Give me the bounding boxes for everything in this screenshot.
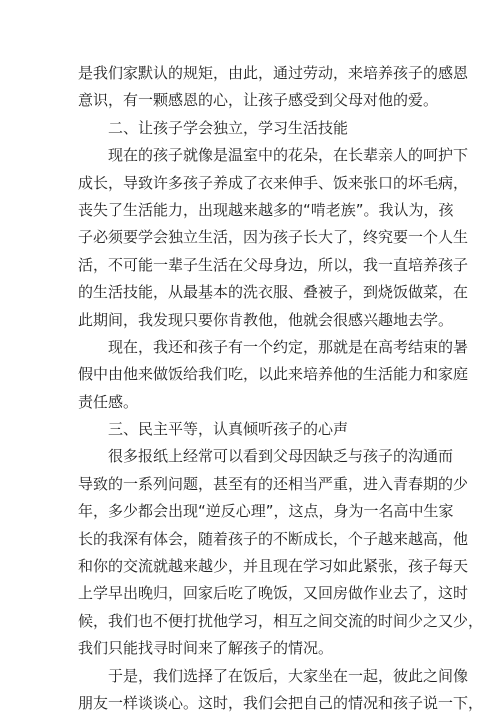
text-line: 候，我们也不便打扰他学习，相互之间交流的时间少之又少，: [78, 611, 484, 630]
text-line: 成长，导致许多孩子养成了衣来伸手、饭来张口的坏毛病，: [78, 173, 469, 192]
text-line: 朋友一样谈谈心。这时，我们会把自己的情况和孩子说一下，: [78, 693, 484, 712]
text-line: 三、民主平等，认真倾听孩子的心声: [78, 420, 349, 439]
text-line: 二、让孩子学会独立，学习生活技能: [78, 118, 349, 137]
text-line: 丧失了生活能力，出现越来越多的“啃老族”。我认为，孩: [78, 200, 454, 219]
text-line: 很多报纸上经常可以看到父母因缺乏与孩子的沟通而: [78, 447, 454, 466]
text-line: 意识，有一颗感恩的心，让孩子感受到父母对他的爱。: [78, 91, 439, 110]
text-line: 的生活技能，从最基本的洗衣服、叠被子，到烧饭做菜，在: [78, 283, 469, 302]
text-line: 活，不可能一辈子生活在父母身边，所以，我一直培养孩子: [78, 255, 469, 274]
text-line: 假中由他来做饭给我们吃，以此来培养他的生活能力和家庭: [78, 365, 469, 384]
text-line: 现在，我还和孩子有一个约定，那就是在高考结束的暑: [78, 337, 469, 356]
text-line: 责任感。: [78, 392, 139, 411]
text-line: 导致的一系列问题，甚至有的还相当严重，进入青春期的少: [78, 474, 469, 493]
text-line: 年，多少都会出现“逆反心理”，这点，身为一名高中生家: [78, 502, 454, 521]
text-line: 长的我深有体会，随着孩子的不断成长，个子越来越高，他: [78, 529, 469, 548]
text-line: 上学早出晚归，回家后吃了晚饭，又回房做作业去了，这时: [78, 584, 469, 603]
text-line: 和你的交流就越来越少，并且现在学习如此紧张，孩子每天: [78, 557, 469, 576]
text-line: 我们只能找寻时间来了解孩子的情况。: [78, 639, 334, 658]
body-text: [78, 60, 484, 717]
text-line: 现在的孩子就像是温室中的花朵，在长辈亲人的呵护下: [78, 146, 469, 165]
text-line: 是我们家默认的规矩，由此，通过劳动，来培养孩子的感恩: [78, 64, 469, 82]
text-line: 子必须要学会独立生活，因为孩子长大了，终究要一个人生: [78, 228, 469, 247]
text-line: 此期间，我发现只要你肯教他，他就会很感兴趣地去学。: [78, 310, 454, 329]
text-line: 于是，我们选择了在饭后，大家坐在一起，彼此之间像: [78, 666, 469, 685]
